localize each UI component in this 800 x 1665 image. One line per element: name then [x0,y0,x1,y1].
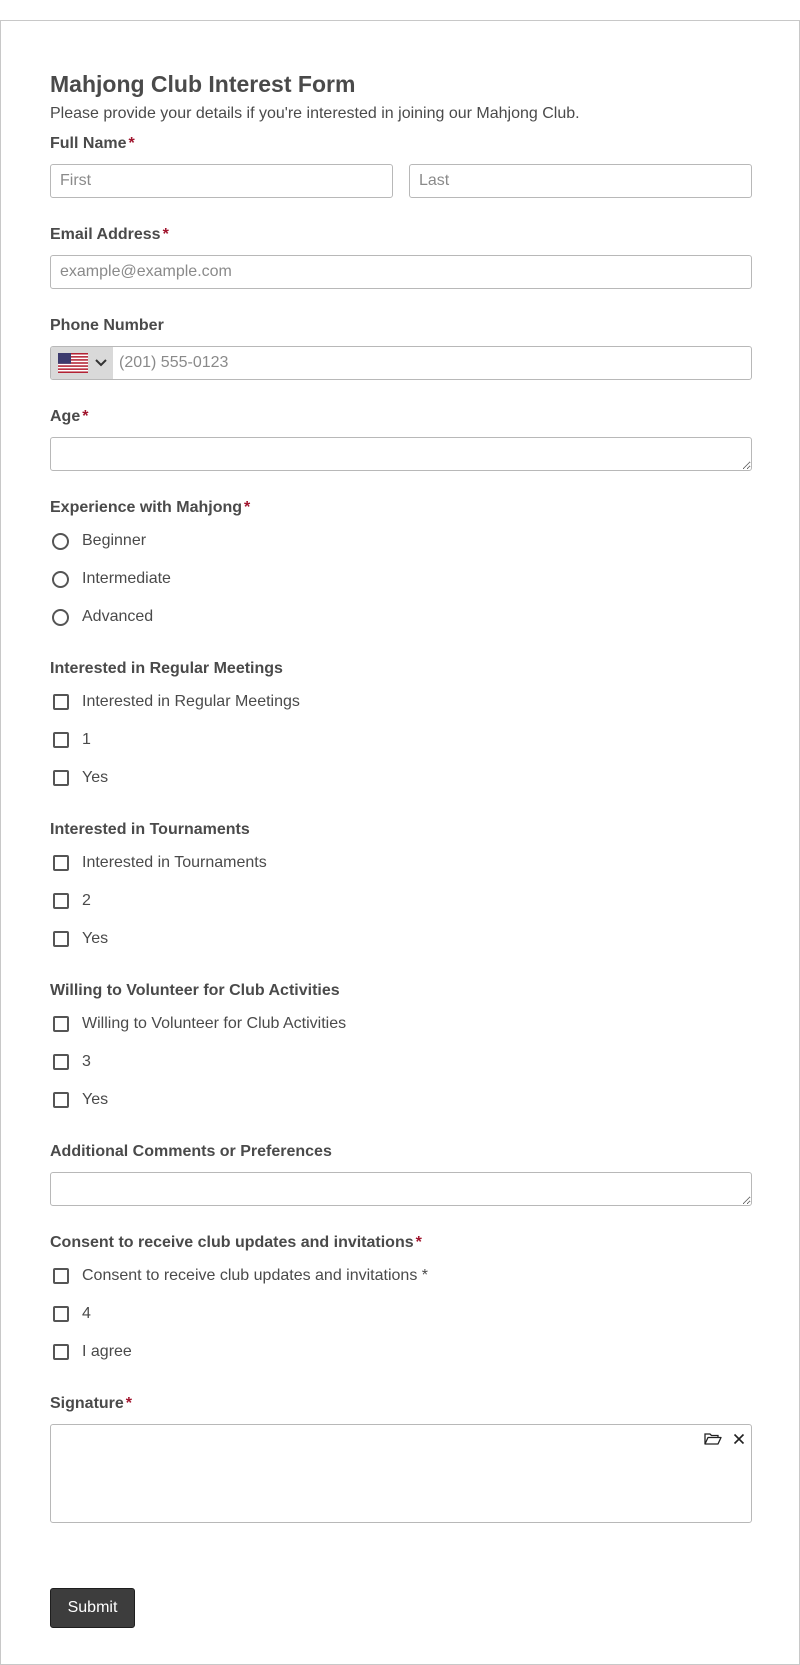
volunteer-option[interactable]: 3 [50,1050,91,1074]
comments-input[interactable] [50,1172,752,1206]
required-mark: * [415,1234,422,1251]
phone-input[interactable] [113,347,751,379]
phone-field [50,346,752,380]
experience-option-beginner[interactable]: Beginner [50,529,146,553]
required-mark: * [125,1395,133,1412]
consent-option[interactable]: I agree [50,1340,132,1364]
checkbox[interactable] [53,931,69,947]
experience-option-advanced[interactable]: Advanced [50,605,153,629]
experience-option-intermediate[interactable]: Intermediate [50,567,171,591]
meetings-label: Interested in Regular Meetings [50,660,283,677]
consent-option[interactable]: Consent to receive club updates and invitations * [50,1264,428,1288]
submit-button[interactable]: Submit [50,1588,135,1628]
us-flag-icon [58,353,88,373]
checkbox[interactable] [53,855,69,871]
first-name-input[interactable] [50,164,393,198]
form-subtitle: Please provide your details if you're interested in joining our Mahjong Club. [50,105,580,122]
last-name-input[interactable] [409,164,752,198]
folder-open-icon[interactable] [703,1429,723,1449]
checkbox[interactable] [53,893,69,909]
close-icon[interactable] [729,1429,749,1449]
tournaments-option[interactable]: 2 [50,889,91,913]
phone-label: Phone Number [50,317,164,334]
tournaments-option[interactable]: Yes [50,927,108,951]
chevron-down-icon [95,359,107,367]
consent-option[interactable]: 4 [50,1302,91,1326]
consent-label: Consent to receive club updates and invitations * [50,1234,422,1251]
checkbox[interactable] [53,1268,69,1284]
checkbox[interactable] [53,1054,69,1070]
checkbox[interactable] [53,694,69,710]
email-input[interactable] [50,255,752,289]
age-label: Age * [50,408,89,425]
checkbox[interactable] [53,770,69,786]
signature-label: Signature * [50,1395,133,1412]
age-input[interactable] [50,437,752,471]
required-mark: * [82,408,89,425]
comments-label: Additional Comments or Preferences [50,1143,332,1160]
required-mark: * [162,226,169,243]
form-title: Mahjong Club Interest Form [50,71,356,97]
radio-button[interactable] [52,609,69,626]
meetings-option[interactable]: 1 [50,728,91,752]
country-code-select[interactable] [51,347,113,379]
tournaments-option[interactable]: Interested in Tournaments [50,851,267,875]
checkbox[interactable] [53,1092,69,1108]
email-label: Email Address * [50,226,169,243]
checkbox[interactable] [53,1016,69,1032]
radio-button[interactable] [52,533,69,550]
full-name-label: Full Name * [50,135,135,152]
volunteer-option[interactable]: Willing to Volunteer for Club Activities [50,1012,346,1036]
form-card [0,20,800,1665]
required-mark: * [244,499,251,516]
meetings-option[interactable]: Yes [50,766,108,790]
experience-label: Experience with Mahjong * [50,499,251,516]
checkbox[interactable] [53,732,69,748]
signature-pad[interactable] [50,1424,752,1523]
tournaments-label: Interested in Tournaments [50,821,250,838]
meetings-option[interactable]: Interested in Regular Meetings [50,690,300,714]
required-mark: * [128,135,135,152]
radio-button[interactable] [52,571,69,588]
checkbox[interactable] [53,1344,69,1360]
checkbox[interactable] [53,1306,69,1322]
volunteer-label: Willing to Volunteer for Club Activities [50,982,340,999]
volunteer-option[interactable]: Yes [50,1088,108,1112]
